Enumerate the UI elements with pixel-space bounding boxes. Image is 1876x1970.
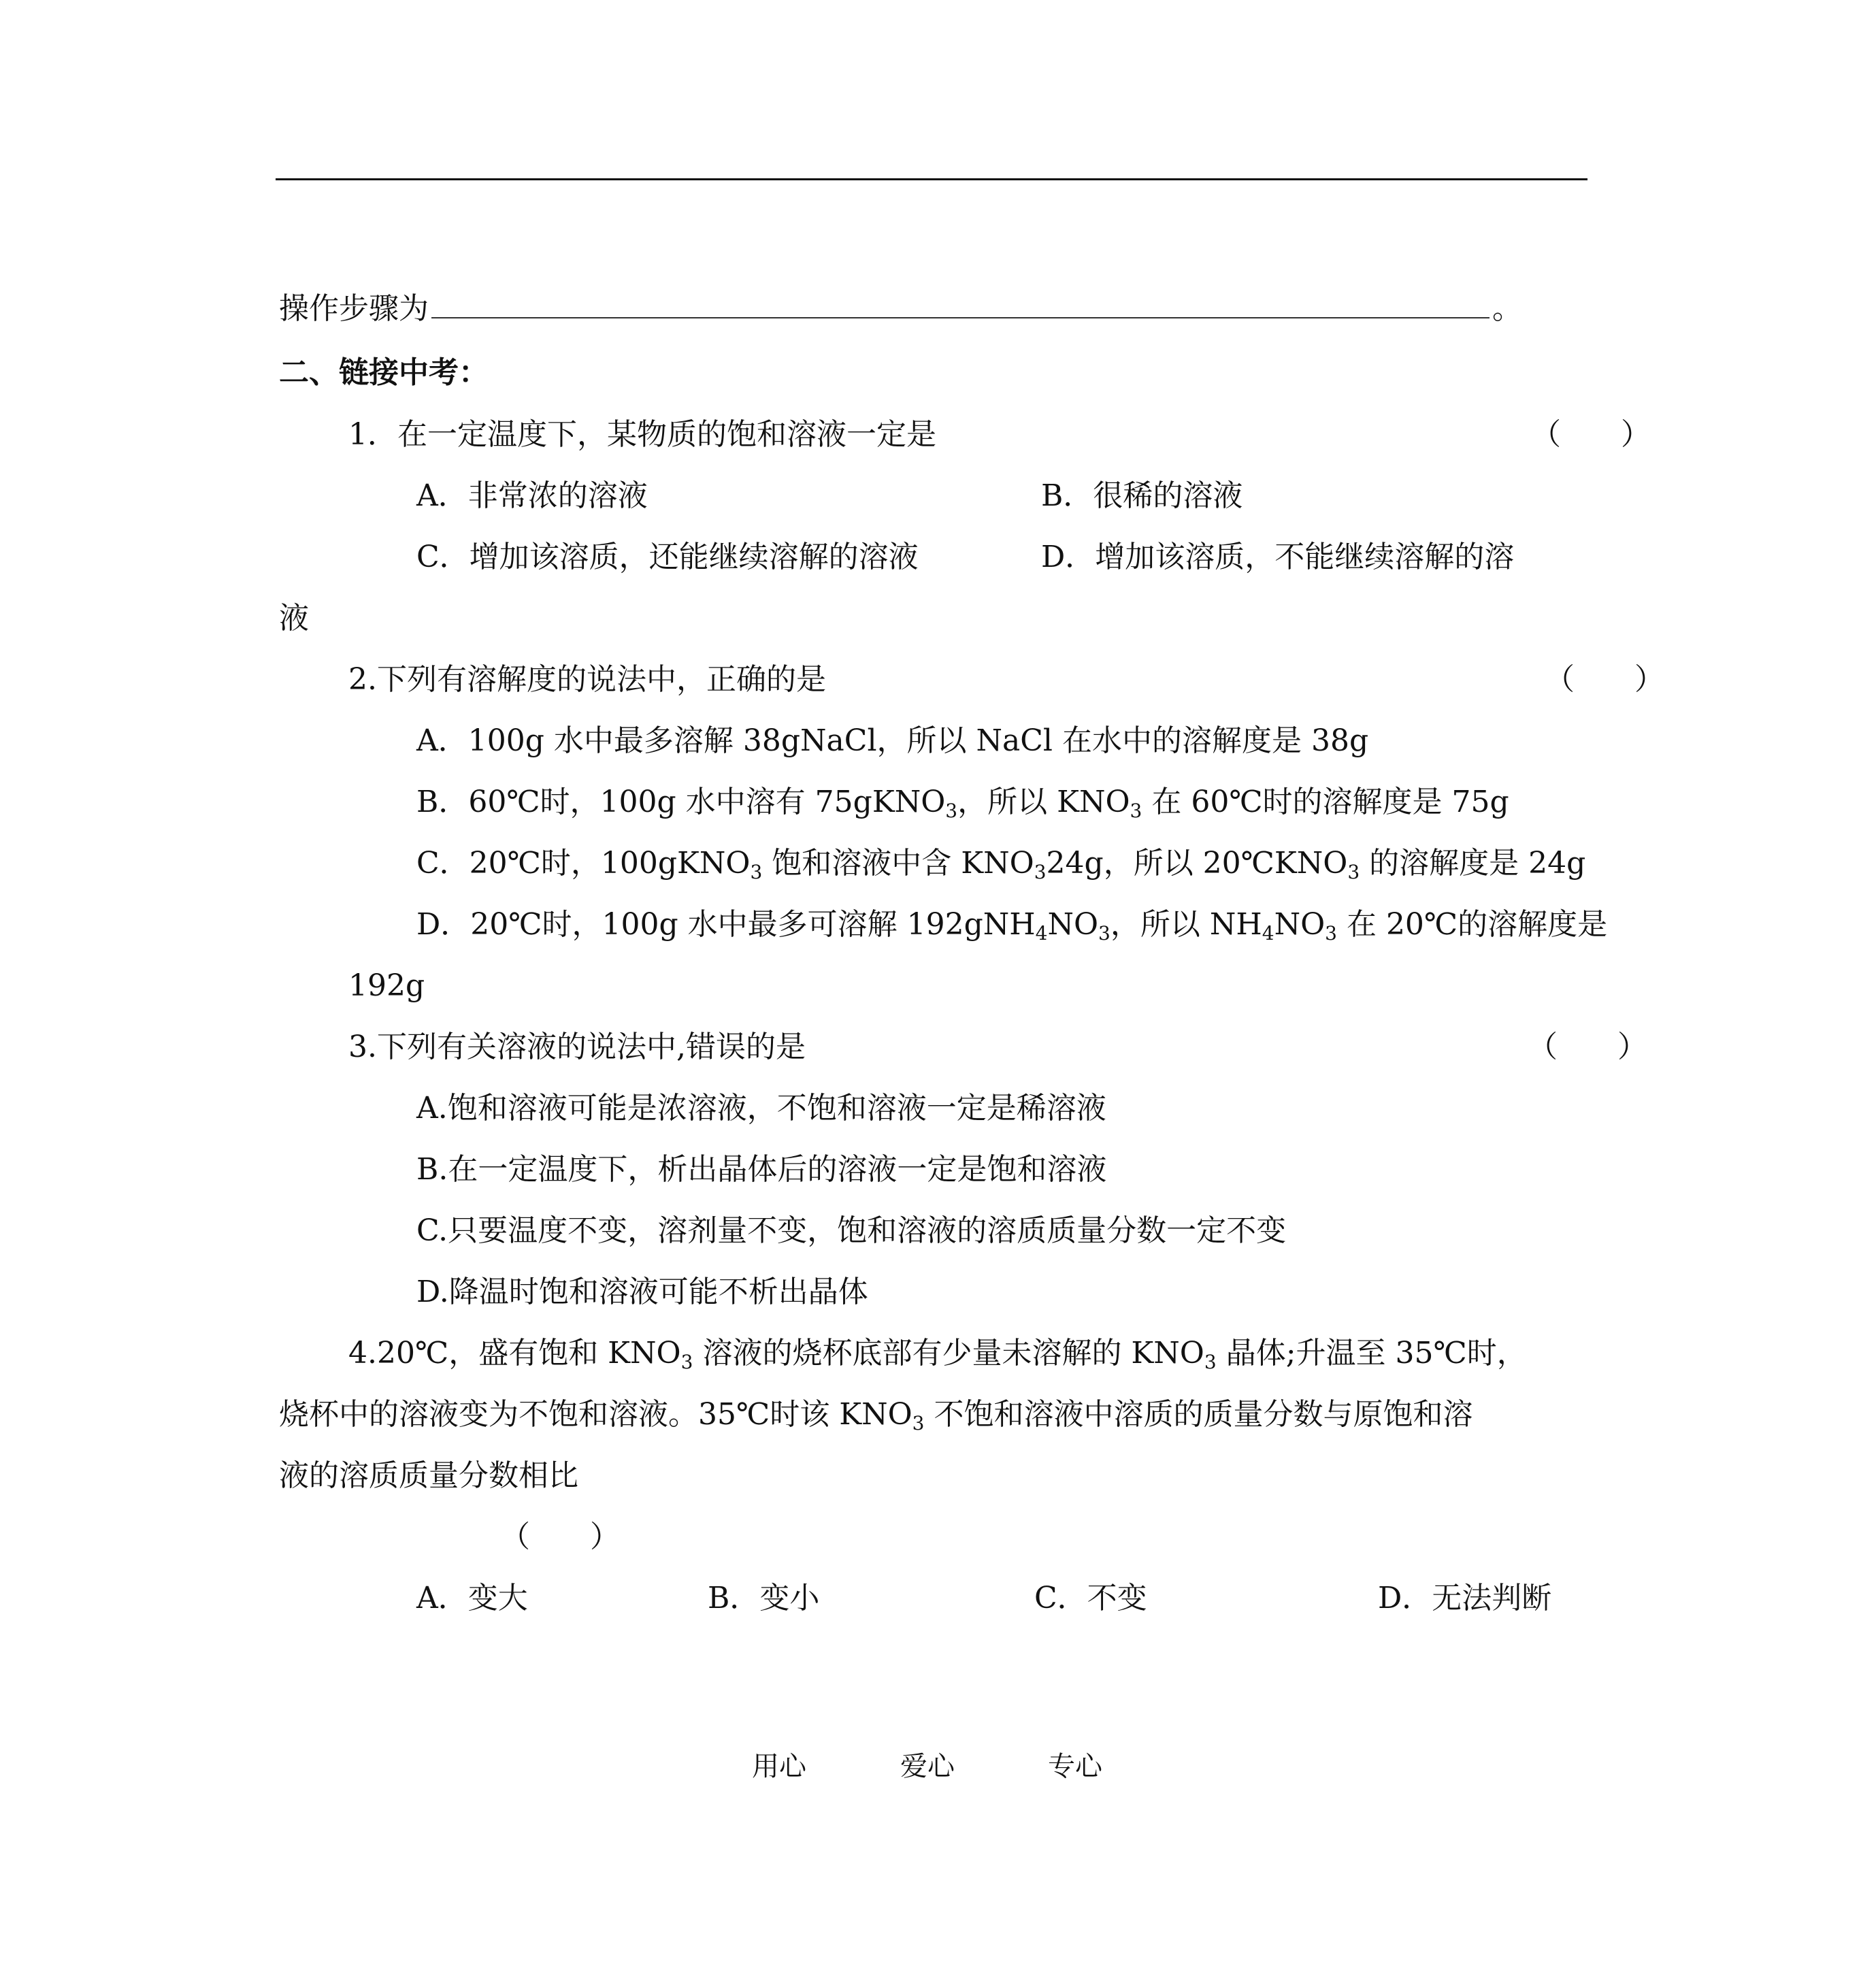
- q4-text-5: 不饱和溶液中溶质的质量分数与原饱和溶: [924, 1397, 1473, 1432]
- q4-stem-line-2: [279, 1394, 1472, 1444]
- header-rule: [276, 178, 1587, 180]
- q4-stem-line-3: 液的溶质质量分数相比: [279, 1458, 578, 1493]
- q2-b-subscript: 3: [1130, 800, 1142, 822]
- q2-c-subscript: 3: [750, 861, 763, 883]
- q4-text-3: 晶体;升温至 35℃时，: [1216, 1336, 1527, 1370]
- q2-answer-paren[interactable]: （ ）: [1545, 662, 1664, 697]
- q2-d-text-2: NO: [1047, 907, 1099, 942]
- q2-option-b: [416, 782, 1509, 832]
- q2-d-subscript: 4: [1262, 922, 1274, 945]
- q4-subscript: 3: [680, 1351, 693, 1373]
- q1-stem: 1．在一定温度下，某物质的饱和溶液一定是: [348, 417, 936, 452]
- q2-d-subscript: 3: [1098, 922, 1110, 945]
- q2-d-subscript: 3: [1325, 922, 1337, 945]
- q3-answer-paren[interactable]: （ ）: [1528, 1030, 1647, 1064]
- q2-c-subscript: 3: [1347, 861, 1360, 883]
- step-label: 操作步骤为: [279, 291, 429, 326]
- q3-option-a: A.饱和溶液可能是浓溶液，不饱和溶液一定是稀溶液: [416, 1091, 1106, 1126]
- q2-option-a: A．100g 水中最多溶解 38gNaCl，所以 NaCl 在水中的溶解度是 38g: [416, 723, 1369, 758]
- step-end: 。: [1492, 291, 1522, 326]
- step-line: [279, 289, 1522, 329]
- q2-d-subscript: 4: [1035, 922, 1048, 945]
- footer-word-3: 专心: [1048, 1751, 1102, 1782]
- q2-d-text-5: 在 20℃的溶解度是: [1336, 907, 1608, 942]
- q4-option-d: D．无法判断: [1378, 1581, 1552, 1615]
- q3-option-d: D.降温时饱和溶液可能不析出晶体: [416, 1275, 868, 1309]
- q1-option-d: D．增加该溶质，不能继续溶解的溶: [1041, 540, 1515, 574]
- q4-option-b: B．变小: [708, 1581, 820, 1615]
- q2-c-text-2: 饱和溶液中含 KNO: [762, 846, 1034, 881]
- q3-option-c: C.只要温度不变，溶剂量不变，饱和溶液的溶质质量分数一定不变: [416, 1213, 1287, 1248]
- q2-d-text-3: ，所以 NH: [1110, 907, 1262, 942]
- q2-option-d-cont: 192g: [348, 968, 425, 1003]
- q1-option-c: C．增加该溶质，还能继续溶解的溶液: [416, 540, 919, 574]
- q2-stem: 2.下列有溶解度的说法中，正确的是: [348, 662, 826, 697]
- footer-word-1: 用心: [752, 1751, 806, 1782]
- q2-option-c: [416, 843, 1585, 893]
- q4-text-1: 4.20℃，盛有饱和 KNO: [348, 1336, 681, 1370]
- q4-text-2: 溶液的烧杯底部有少量未溶解的 KNO: [693, 1336, 1204, 1370]
- q4-subscript: 3: [1204, 1351, 1217, 1373]
- answer-blank[interactable]: [431, 293, 1490, 318]
- section-heading: 二、链接中考：: [279, 355, 489, 390]
- q4-option-a: A．变大: [416, 1581, 528, 1615]
- q2-c-subscript: 3: [1034, 861, 1047, 883]
- q1-option-a: A．非常浓的溶液: [416, 478, 648, 513]
- q2-d-text-4: NO: [1274, 907, 1326, 942]
- q4-stem-line-1: [348, 1333, 1527, 1383]
- q2-c-text-4: 的溶解度是 24g: [1360, 846, 1586, 881]
- q2-b-text-3: 在 60℃时的溶解度是 75g: [1142, 785, 1509, 819]
- q4-text-4: 烧杯中的溶液变为不饱和溶液。35℃时该 KNO: [279, 1397, 912, 1432]
- q4-subscript: 3: [912, 1412, 925, 1434]
- q2-option-d: [416, 904, 1607, 954]
- q2-b-subscript: 3: [945, 800, 958, 822]
- q4-option-c: C．不变: [1034, 1581, 1147, 1615]
- q2-b-text-1: B．60℃时，100g 水中溶有 75gKNO: [416, 785, 946, 819]
- q2-b-text-2: ，所以 KNO: [957, 785, 1130, 819]
- q2-d-text-1: D．20℃时，100g 水中最多可溶解 192gNH: [416, 907, 1036, 942]
- q4-answer-paren[interactable]: （ ）: [500, 1520, 620, 1554]
- q1-option-d-cont: 液: [279, 601, 309, 636]
- q1-answer-paren[interactable]: （ ）: [1531, 417, 1651, 452]
- q2-c-text-1: C．20℃时，100gKNO: [416, 846, 751, 881]
- q3-stem: 3.下列有关溶液的说法中,错误的是: [348, 1030, 806, 1064]
- footer-word-2: 爱心: [900, 1751, 955, 1782]
- q2-c-text-3: 24g，所以 20℃KNO: [1046, 846, 1348, 881]
- q3-option-b: B.在一定温度下，析出晶体后的溶液一定是饱和溶液: [416, 1152, 1107, 1187]
- q1-option-b: B．很稀的溶液: [1041, 478, 1243, 513]
